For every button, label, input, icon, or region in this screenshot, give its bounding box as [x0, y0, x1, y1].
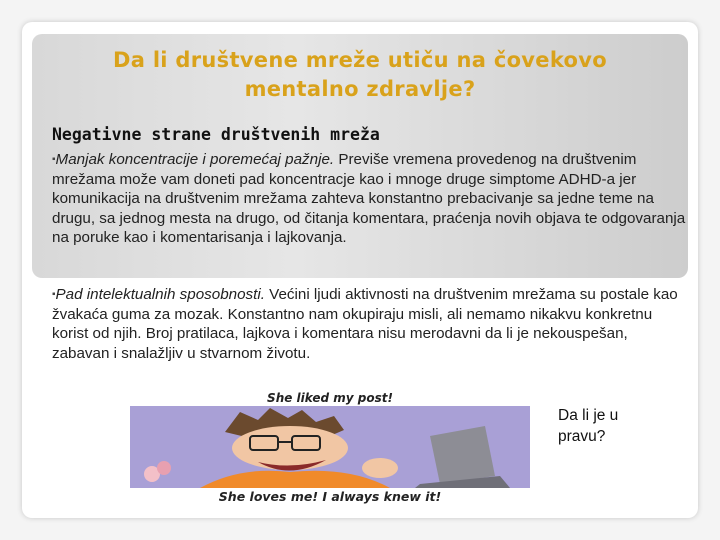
comic-bottom-caption: She loves me! I always knew it!: [218, 489, 442, 504]
bullet-paragraph-2: [52, 285, 682, 363]
comic-top-caption: She liked my post!: [267, 391, 393, 405]
comic-image: [130, 388, 530, 510]
bullet-text: Većini ljudi aktivnosti na društvenim mrežama su postale kao žvakaća guma za mozak. Konstantno nam okupiraju misli, ali nemamo nikakvu konkretnu korist od njih. Broj pratilaca, lajkova i komentara nisu merodavni da li je nekouspešan, zabavan i snalažljiv u stvarnom životu.: [52, 286, 678, 362]
bullet-paragraph-1: [52, 150, 688, 248]
bullet-icon: ▪: [52, 154, 56, 165]
section-subtitle: Negativne strane društvenih mreža: [52, 125, 380, 144]
question-text: Da li je u pravu?: [558, 407, 619, 445]
slide-title: Da li društvene mreže utiču na čovekovo mentalno zdravlje?: [113, 48, 607, 101]
bullet-lead: Manjak koncentracije i poremećaj pažnje.: [55, 151, 335, 168]
bullet-icon: ▪: [52, 289, 56, 300]
bullet-text: Previše vremena provedenog na društvenim mrežama može vam doneti pad koncentracje kao i mnoge druge simptome ADHD-a jer komunikacija na društvenim mrežama zahteva konstantno prebacivanje sa jedne teme na drugu, sa jednog mesta na drugo, od čitanja komentara, praćenja novih objava te odgovaranja na poruke kao i komentarisanja i lajkovanja.: [52, 151, 686, 246]
bullet-lead: Pad intelektualnih sposobnosti.: [55, 286, 265, 303]
comic-illustration: [130, 406, 530, 488]
